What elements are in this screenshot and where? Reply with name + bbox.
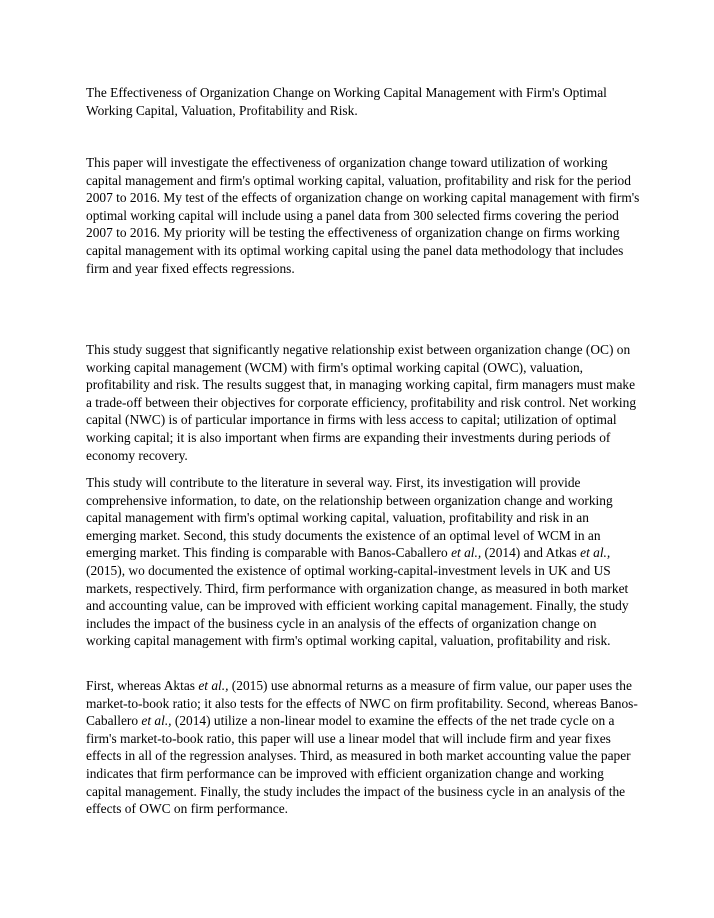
body-section-1	[86, 341, 642, 464]
paragraph-2-text-b: (2014) and Atkas	[481, 545, 581, 561]
body-paragraph-3	[86, 677, 642, 818]
citation-et-al: et al.,	[580, 545, 611, 561]
body-paragraph-2	[86, 474, 642, 650]
citation-et-al: et al.,	[451, 545, 482, 561]
title-section	[86, 84, 642, 119]
paragraph-2-text-c: (2015), wo documented the existence of optimal working-capital-investment levels in UK and US markets, respectively. Third, firm performance with organization change, as measured in both market and accounting value, can be improved with efficient working capital management. Finally, the study includes the impact of the business cycle in an analysis of the effects of organization change on working capital management with firm's optimal working capital, valuation, profitability and risk.	[86, 562, 629, 649]
citation-et-al: et al.,	[198, 678, 229, 693]
paragraph-3-text-c: (2014) utilize a non-linear model to examine the effects of the net trade cycle on a firm's market-to-book ratio, this paper will use a linear model that will include firm and year fixes effects in all of the regression analyses. Third, as measured in both market accounting value the paper indicates that firm performance can be improved with efficient organization change and working capital management. Finally, the study includes the impact of the business cycle in an analysis of the effects of OWC on firm performance.	[86, 713, 631, 817]
abstract-section	[86, 154, 642, 277]
body-paragraph-1: This study suggest that significantly negative relationship exist between organization change (OC) on working capital management (WCM) with firm's optimal working capital (OWC), valuation, profitability and risk. The results suggest that, in managing working capital, firm managers must make a trade-off between their objectives for corporate efficiency, profitability and risk control. Net working capital (NWC) is of particular importance in firms with less access to capital; utilization of optimal working capital; it is also important when firms are expanding their investments during periods of economy recovery.	[86, 342, 637, 463]
body-section-2	[86, 474, 642, 650]
body-section-3	[86, 677, 642, 818]
document-title: The Effectiveness of Organization Change on Working Capital Management with Firm's Optimal Working Capital, Valuation, Profitability and Risk.	[86, 85, 607, 118]
paragraph-3-text-b: (2015) use abnormal returns as a measure of firm value, our paper uses the market-to-book ratio; it also tests for the effects of NWC on firm profitability. Second, whereas Banos-Caballero	[86, 678, 638, 729]
paragraph-2-text-a: This study will contribute to the literature in several way. First, its investigation will provide comprehensive information, to date, on the relationship between organization change and working capital management with firm's optimal working capital, valuation, profitability and risk in an emerging market. Second, this study documents the existence of an optimal level of WCM in an emerging market. This finding is comparable with Banos-Caballero	[86, 475, 613, 561]
citation-et-al: et al.,	[141, 713, 172, 729]
abstract-paragraph: This paper will investigate the effectiveness of organization change toward utilization of working capital management and firm's optimal working capital, valuation, profitability and risk for the period 2007 to 2016. My test of the effects of organization change on working capital management with firm's optimal working capital will include using a panel data from 300 selected firms covering the period 2007 to 2016. My priority will be testing the effectiveness of organization change on firms working capital management with its optimal working capital using the panel data methodology that includes firm and year fixed effects regressions.	[86, 155, 640, 276]
paragraph-3-text-a: First, whereas Aktas	[86, 678, 199, 693]
